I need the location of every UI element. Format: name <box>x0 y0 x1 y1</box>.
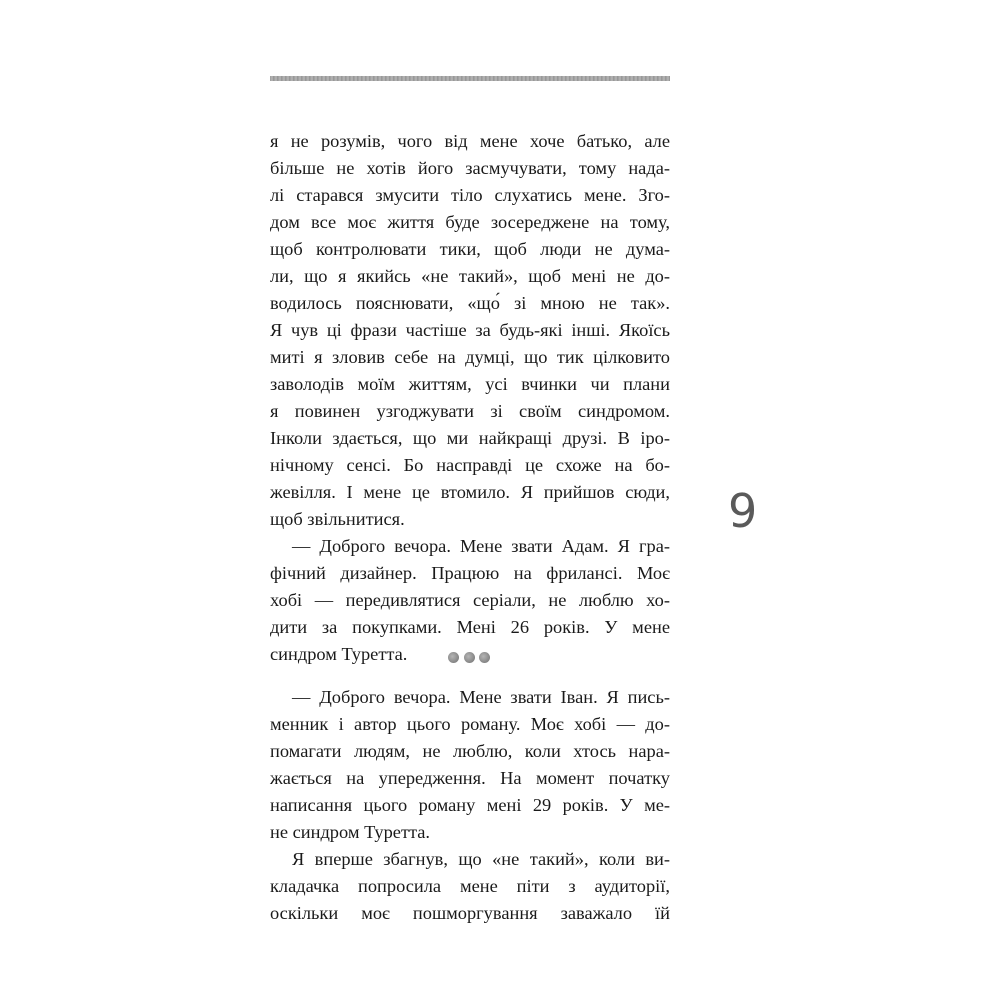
text-line: Я вперше збагнув, що «не такий», коли ви- <box>292 849 670 869</box>
text-line: дом все моє життя буде зосереджене на тому, <box>270 212 670 232</box>
text-line: більше не хотів його засмучувати, тому нада- <box>270 158 670 178</box>
text-line: жається на упередження. На момент початку <box>270 768 670 788</box>
text-line: ли, що я якийсь «не такий», щоб мені не до- <box>270 266 670 286</box>
text-line: Я чув ці фрази частіше за будь-які інші. Якоїсь <box>270 320 670 340</box>
separator-dot-icon <box>464 652 475 663</box>
text-line: оскільки моє пошморгування заважало їй <box>270 903 670 923</box>
text-line: заволодів моїм життям, усі вчинки чи плани <box>270 374 670 394</box>
text-line: дити за покупками. Мені 26 років. У мене <box>270 617 670 637</box>
text-line: я повинен узгоджувати зі своїм синдромом. <box>270 401 670 421</box>
text-line: хобі — передивлятися серіали, не люблю хо- <box>270 590 670 610</box>
text-line: Інколи здається, що ми найкращі друзі. В іро- <box>270 428 670 448</box>
text-line: помагати людям, не люблю, коли хтось нара- <box>270 741 670 761</box>
text-line: не синдром Туретта. <box>270 822 431 842</box>
text-line: менник і автор цього роману. Моє хобі — до- <box>270 714 670 734</box>
header-rule <box>270 76 670 81</box>
text-line: щоб звільнитися. <box>270 509 405 529</box>
text-line: кладачка попросила мене піти з аудиторії, <box>270 876 670 896</box>
text-line: фічний дизайнер. Працюю на фрилансі. Моє <box>270 563 670 583</box>
text-line: — Доброго вечора. Мене звати Адам. Я гра- <box>292 536 670 556</box>
page-number: 9 <box>728 484 758 538</box>
text-block-2 <box>270 684 670 927</box>
text-line: водилось пояснювати, «що́ зі мною не так». <box>270 293 670 313</box>
separator-dot-icon <box>448 652 459 663</box>
text-line: синдром Туретта. <box>270 644 408 664</box>
text-line: миті я зловив себе на думці, що тик цілковито <box>270 347 670 367</box>
text-line: я не розумів, чого від мене хоче батько, але <box>270 131 670 151</box>
text-line: щоб контролювати тики, щоб люди не дума- <box>270 239 670 259</box>
text-line: — Доброго вечора. Мене звати Іван. Я пись- <box>292 687 670 707</box>
text-line: лі старався змусити тіло слухатись мене. Зго- <box>270 185 670 205</box>
separator-dot-icon <box>479 652 490 663</box>
section-separator <box>448 651 490 663</box>
text-line: нічному сенсі. Бо насправді це схоже на бо- <box>270 455 670 475</box>
text-line: написання цього роману мені 29 років. У ме- <box>270 795 670 815</box>
text-block-1 <box>270 128 670 668</box>
text-line: жевілля. І мене це втомило. Я прийшов сюди, <box>270 482 670 502</box>
